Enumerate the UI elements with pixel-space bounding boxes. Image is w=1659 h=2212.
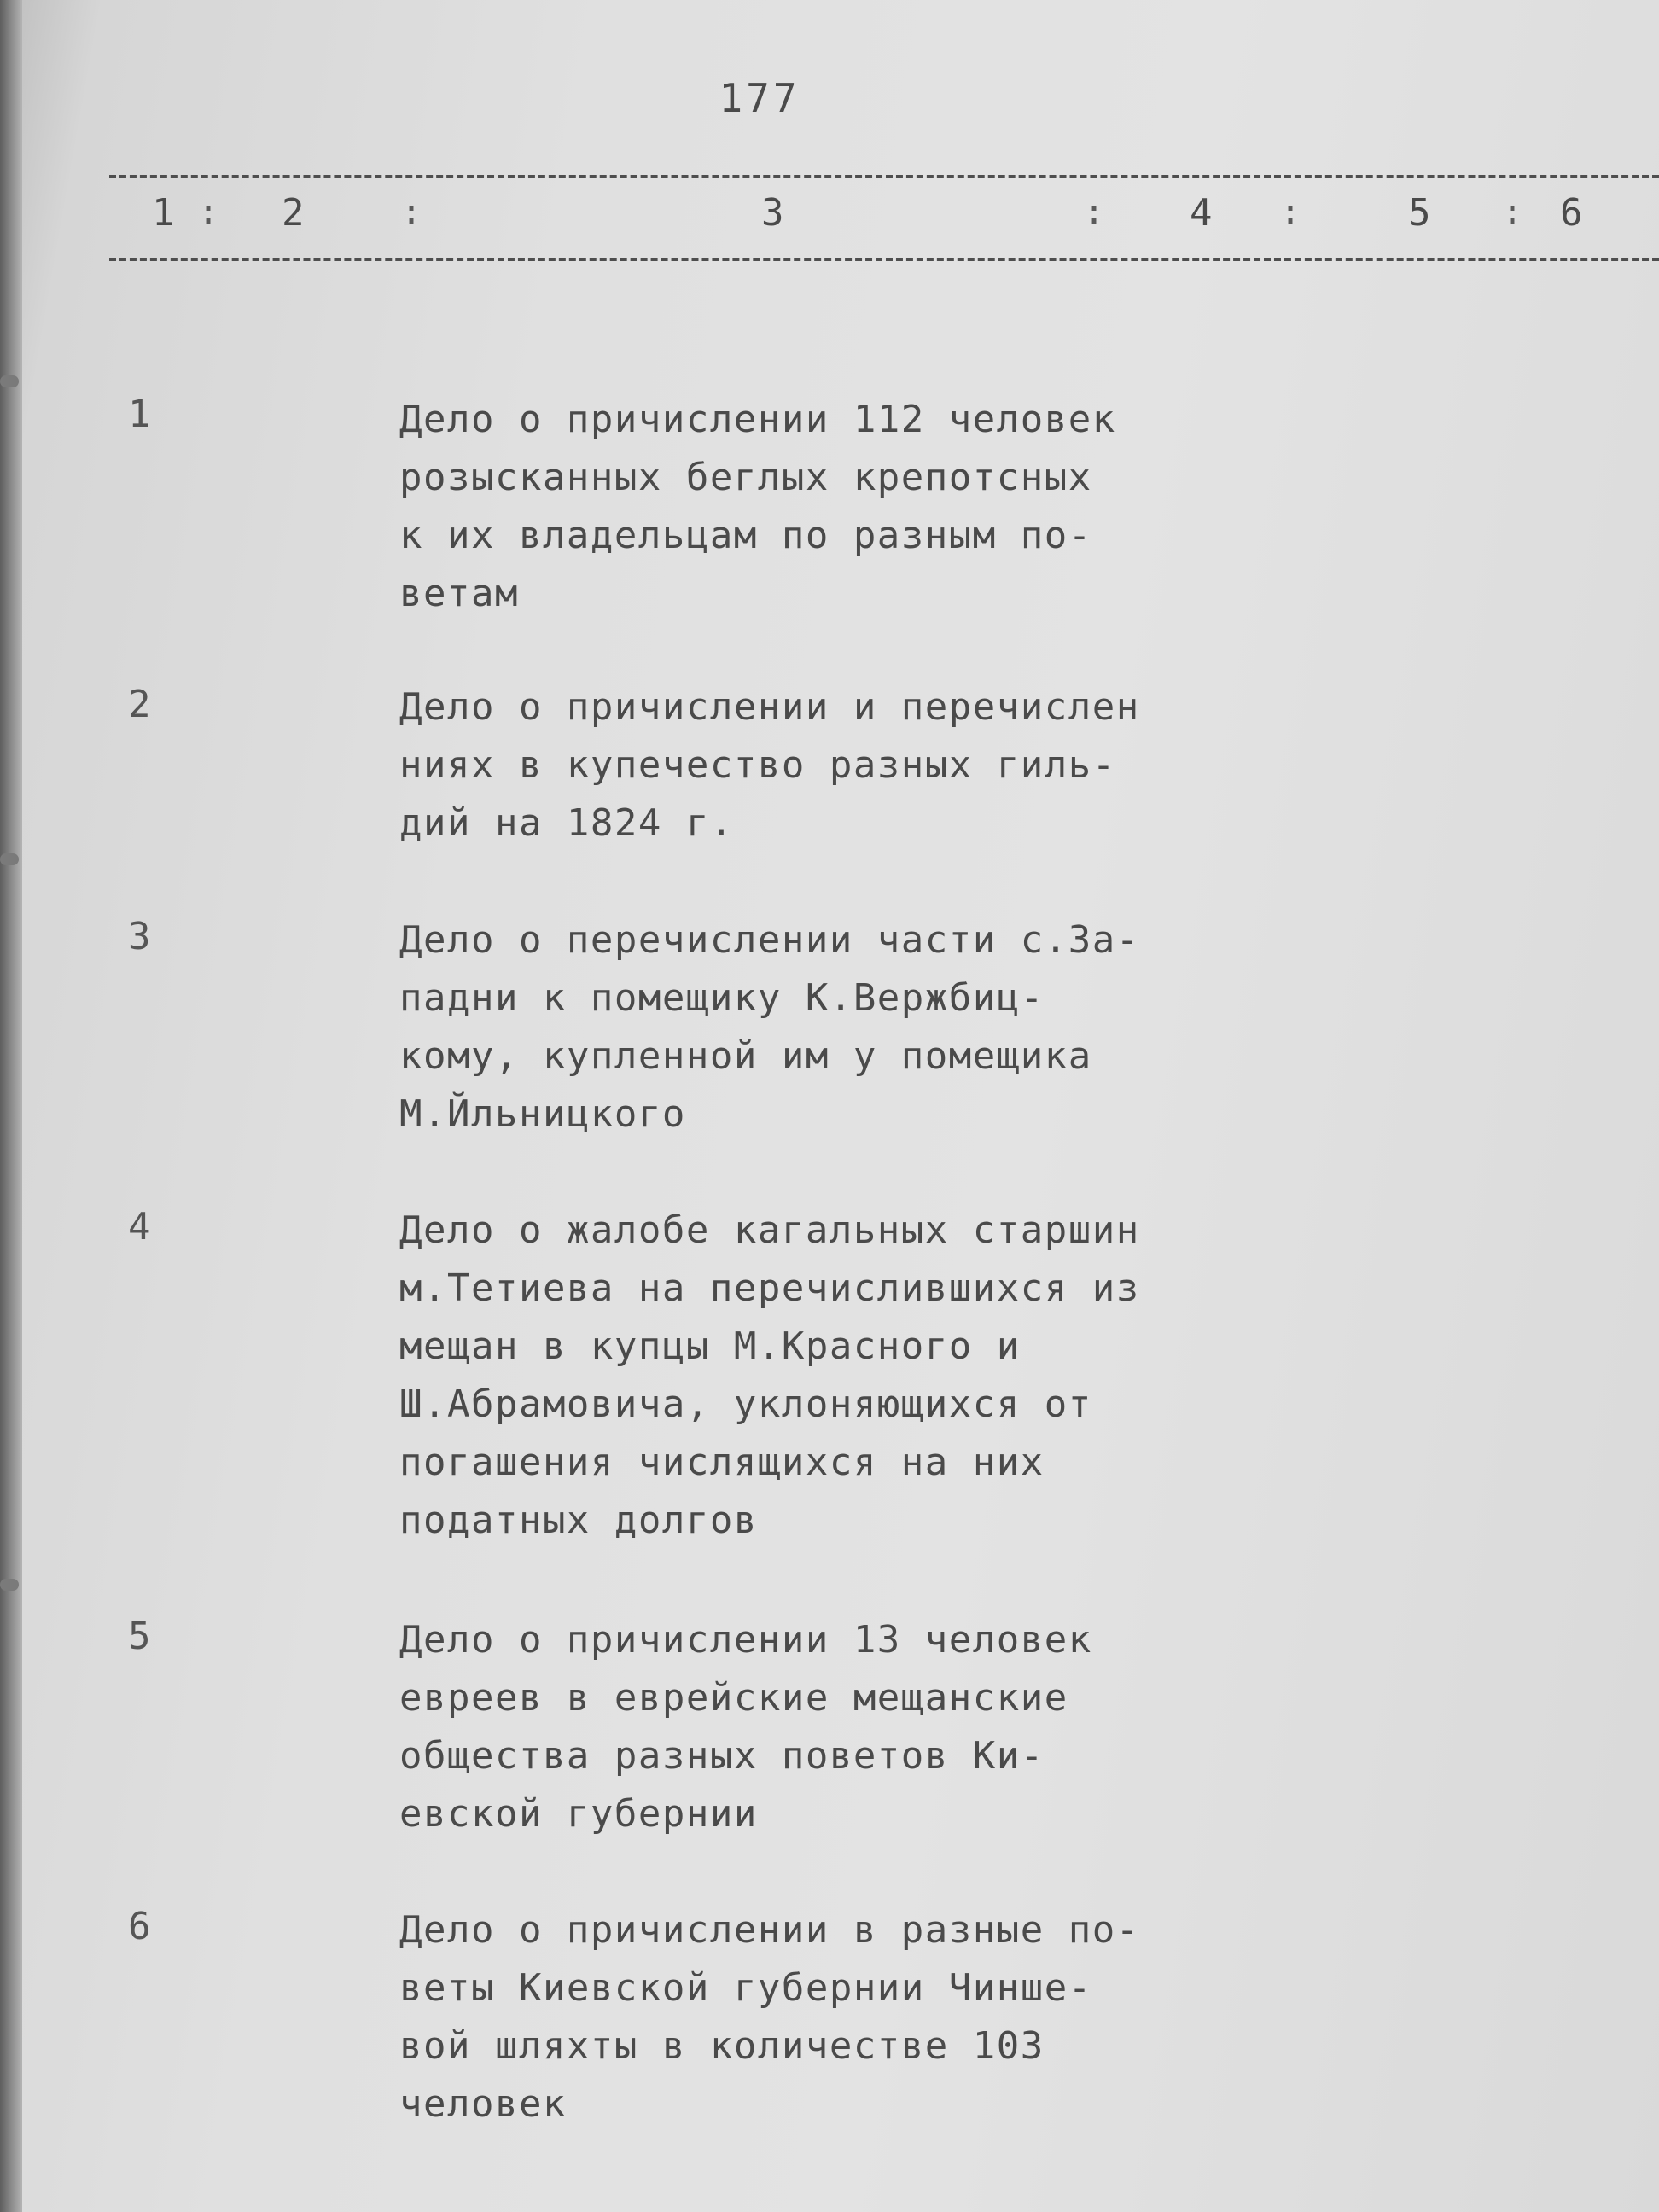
column-separator: : bbox=[198, 193, 219, 232]
column-separator: : bbox=[1280, 193, 1301, 232]
column-separator: : bbox=[401, 193, 422, 232]
entry-number: 3 bbox=[128, 915, 151, 958]
column-header-1: 1 bbox=[152, 191, 177, 235]
header-rule-top bbox=[109, 175, 1659, 178]
entry-number: 5 bbox=[128, 1615, 151, 1658]
column-header-2: 2 bbox=[282, 191, 306, 235]
binding-edge bbox=[0, 0, 22, 2212]
column-header-4: 4 bbox=[1190, 191, 1214, 235]
column-separator: : bbox=[1502, 193, 1523, 232]
entry-number: 2 bbox=[128, 683, 151, 726]
staple-mark bbox=[0, 853, 19, 865]
column-separator: : bbox=[1084, 193, 1105, 232]
entry-number: 1 bbox=[128, 393, 151, 436]
entry-description: Дело о причислении 112 человек розысканных беглых крепотсных к их владельцам по разным по- ветам bbox=[399, 398, 1116, 615]
page-number: 177 bbox=[719, 75, 800, 121]
staple-mark bbox=[0, 375, 19, 387]
entry-number: 6 bbox=[128, 1905, 151, 1948]
entry-description: Дело о причислении и перечислен ниях в купечество разных гиль- дий на 1824 г. bbox=[399, 685, 1140, 845]
entry-number: 4 bbox=[128, 1205, 151, 1249]
header-rule-bottom bbox=[109, 258, 1659, 261]
column-header-3: 3 bbox=[761, 191, 786, 235]
column-header-6: 6 bbox=[1560, 191, 1585, 235]
entry-description: Дело о причислении 13 человек евреев в еврейские мещанские общества разных поветов Ки- евской губернии bbox=[399, 1618, 1092, 1836]
entry-description: Дело о жалобе кагальных старшин м.Тетиева на перечислившихся из мещан в купцы М.Красного и Ш.Абрамовича, уклоняющихся от погашения числящихся на них податных долгов bbox=[399, 1208, 1140, 1542]
entry-description: Дело о перечислении части с.За- падни к помещику К.Вержбиц- кому, купленной им у помещика М.Йльницкого bbox=[399, 918, 1140, 1136]
entry-description: Дело о причислении в разные по- веты Киевской губернии Чинше- вой шляхты в количестве 103 человек bbox=[399, 1908, 1140, 2126]
staple-mark bbox=[0, 1579, 19, 1591]
column-header-5: 5 bbox=[1408, 191, 1433, 235]
